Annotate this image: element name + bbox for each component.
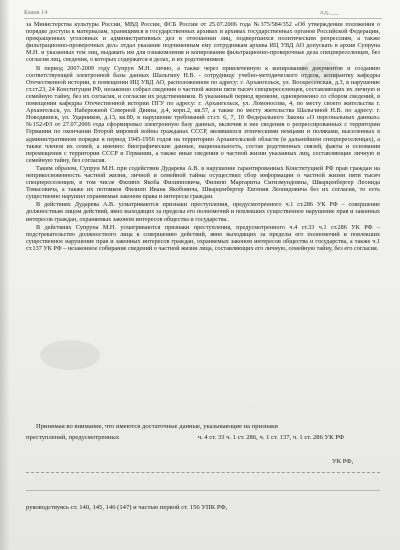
- procedure-reference: руководствуясь ст. 140, 145, 146 (147) и частью первой ст. 156 УПК РФ,: [26, 504, 228, 511]
- separator-rule: [26, 490, 380, 491]
- resolution-line-3: УК РФ,: [332, 458, 354, 465]
- resolution-block: [26, 421, 380, 443]
- resolution-line-2: [26, 432, 380, 443]
- resolution-line-2-left: преступлений, предусмотренных: [26, 434, 120, 441]
- header-rule: [24, 18, 382, 19]
- fill-in-rule: [26, 472, 380, 473]
- form-label: Бланк 14: [24, 9, 48, 16]
- resolution-articles: ч. 4 ст. 33 ч. 1 ст. 286, ч. 1 ст. 137, ч. 1 ст. 286 УК РФ: [197, 434, 344, 441]
- paragraph-data-collection: В период 2007-2009 году Супрун М.Н. лично, а также через привлеченную к копированию документов и созданию соответствующей электронной базы данных Шальгину Н.В. - сотрудницу учебно-методического отдела, аспирантку кафедры Отечественной истории, в помещении ИЦ УВД АО, расположенном по адресу: г. Архангельск, ул. Воскресенская, д.3, в нарушение ст.ст.23, 24 Конституции РФ, незаконно собрал сведения о частной жизни пяти тысяч спецпереселенцев, составляющих их личную и семейную тайну, без их согласия, и согласия их родственников. В указанный период времени, одновременно со сбором сведений, в помещении кафедры Отечественной истории ПГУ по адресу: г. Архангельск, ул. Ломоносова, 4, по месту своего жительства г. Архангельск, ул. Набережной Северной Двины, д.4, корп.2, кв.57, а также по месту жительства Шальгиной Н.В. по адресу: г. Новодвинск, ул. Ударников, д.13, кв.80, в нарушение требований ст.ст. 6, 7, 10 Федерального Закона «О персональных данных» №152-ФЗ от 27.07.2006 года сформировал электронную базу данных, включив в нее сведения о репрессированных с территории Германии по окончании Второй мировой войны гражданах СССР, являвшихся этническими немцами и поляками, выселенных в административном порядке в период 1945-1956 годов на территорию Архангельской области (в дальнейшем спецпереселенцах), а также членов их семей, а именно: биографические данные, национальность, состав родственных связей, факты и основания перемещения с территории СССР и Германии, а также иные сведения о частной жизни указанных лиц, составляющие личную и семейную тайну, без согласия.: [26, 64, 380, 164]
- paragraph-suprun-actions: В действиях Супруна М.Н. усматриваются признаки преступления, предусмотренного ч.4 ст.33 ч.1 ст.286 УК РФ – подстрекательство должностного лица к совершению действий, явно выходящих за пределы его полномочий и повлекших существенное нарушение прав и законных интересов граждан, охраняемых законом интересов общества и государства, а также ч.1 ст.137 УК РФ – незаконное собирание сведений о частной жизни лица, составляющих его личную, семейную тайну, без его согласия.: [26, 223, 380, 252]
- paragraph-order-access: за Министерства культуры России, МВД России, ФСБ России от 25.07.2006 года №375/584/352 «Об утверждении положения о порядке доступа к материалам, хранящимся в государственных архивах и архивах государственных органов Российской Федерации, прекращенных уголовных и административных дел в отношении лиц, подвергшихся политическим репрессиям, а также фильтрационно-проверочных дел» отдал указание подчиненным ему сотрудникам архива ИЦ УВД АО допускать в архив Супруна М.Н. и указанных тем лиц, выдавать им для ознакомления и копирования фильтрационно-проверочные дела спецпереселенцев, без согласия лиц, сведения, о которых содержатся в делах, и их родственников.: [26, 21, 380, 64]
- paragraph-conclusion-violation: Таким образом, Супрун М.Н. при содействии Дударева А.В. в нарушение гарантированных Конституцией РФ прав граждан на неприкосновенность частной жизни, личной и семейной тайны осуществил сбор информации о частной жизни пяти тысяч спецпереселенцев, в том числе Филипп Якоба Филипповича, Филипп Маргариты Сигизмундовны, Шварценбергер Леонида Томасовича, а также их потомков Филипп Ивана Якобовича, Шварценбергер Евгения Леонидовича без их согласия, то есть существенно нарушил охраняемые законом права и интересы граждан.: [26, 164, 380, 201]
- sheet-number-label: л.д.___: [320, 9, 339, 16]
- resolution-line-1: Принимая во внимание, что имеются достаточные данные, указывающие на признаки: [36, 423, 278, 430]
- paper-smudge: [40, 340, 100, 370]
- page-edge-shadow: [0, 0, 10, 550]
- paragraph-dudarev-actions: В действиях Дударева А.В. усматриваются признаки преступления, предусмотренного ч.1 ст.286 УК РФ – совершение должностным лицом действий, явно выходящих за пределы его полномочий и повлекших существенное нарушение прав и законных интересов граждан, охраняемых законом интересов общества и государства.: [26, 201, 380, 223]
- document-body: [26, 21, 380, 253]
